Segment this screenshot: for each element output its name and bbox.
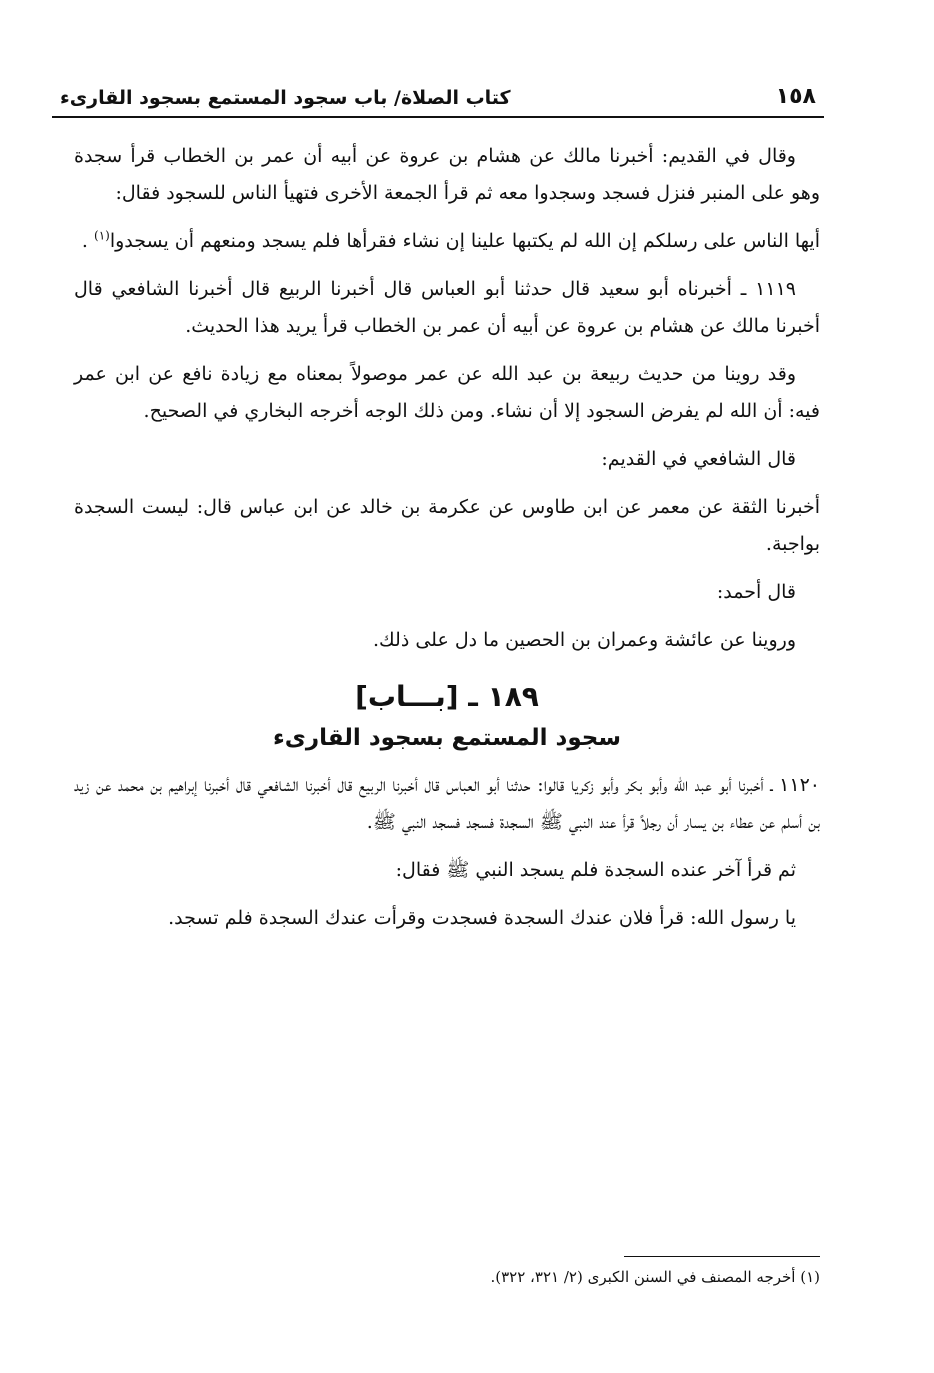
page-header: [52, 70, 824, 118]
paragraph: قال الشافعي في القديم:: [601, 448, 796, 470]
paragraph-end-mark: .: [81, 230, 94, 252]
footnote: (١) أخرجه المصنف في السنن الكبرى (٢/ ٣٢١، ٣٢٢).: [490, 1268, 820, 1286]
body-text: [74, 138, 820, 948]
footnote-divider: [624, 1256, 820, 1257]
running-title: كتاب الصلاة/ باب سجود المستمع بسجود القارىء: [60, 87, 511, 109]
paragraph: يا رسول الله: قرأ فلان عندك السجدة فسجدت وقرأت عندك السجدة فلم تسجد.: [168, 907, 796, 929]
paragraph: أخبرنا الثقة عن معمر عن ابن طاوس عن عكرمة بن خالد عن ابن عباس قال: ليست السجدة بواجبة.: [74, 496, 820, 555]
hadith-1119: ١١١٩ ـ أخبرناه أبو سعيد قال حدثنا أبو العباس قال أخبرنا الربيع قال أخبرنا الشافعي قال أخبرنا مالك عن هشام بن عروة عن أبيه أن عمر بن الخطاب قرأ يريد هذا الحديث.: [74, 278, 820, 337]
paragraph: قال أحمد:: [716, 581, 796, 603]
hadith-1120: ١١٢٠ ـ أخبرنا أبو عبد الله وأبو بكر وأبو زكريا قالوا: حدثنا أبو العباس قال أخبرنا الربيع قال أخبرنا الشافعي قال أخبرنا إبراهيم بن محمد عن زيد بن أسلم عن عطاء بن يسار أن رجلاً قرأ عند النبي ﷺ السجدة فسجد فسجد النبي ﷺ.: [74, 774, 820, 833]
paragraph: وقد روينا من حديث ربيعة بن عبد الله عن عمر موصولاً بمعناه مع زيادة نافع عن ابن عمر فيه: أن الله لم يفرض السجود إلا أن نشاء. ومن ذلك الوجه أخرجه البخاري في الصحيح.: [74, 363, 820, 422]
paragraph: وروينا عن عائشة وعمران بن الحصين ما دل على ذلك.: [372, 629, 796, 651]
paragraph: ثم قرأ آخر عنده السجدة فلم يسجد النبي ﷺ فقال:: [395, 859, 796, 881]
page-number: ١٥٨: [775, 84, 816, 109]
chapter-heading: [74, 675, 820, 757]
paragraph-quote: [74, 223, 820, 260]
chapter-number: ١٨٩ ـ [بـــاب]: [355, 680, 539, 713]
paragraph: وقال في القديم: أخبرنا مالك عن هشام بن عروة عن أبيه أن عمر بن الخطاب قرأ سجدة وهو على المنبر فنزل فسجد وسجدوا معه ثم قرأ الجمعة الأخرى فتهيأ الناس للسجود فقال:: [74, 145, 820, 204]
paragraph-quote-text: أيها الناس على رسلكم إن الله لم يكتبها علينا إن نشاء فقرأها فلم يسجد ومنعهم أن يسجدوا: [109, 230, 820, 252]
footnote-reference: (١): [94, 228, 110, 243]
chapter-title: سجود المستمع بسجود القارىء: [273, 725, 621, 751]
